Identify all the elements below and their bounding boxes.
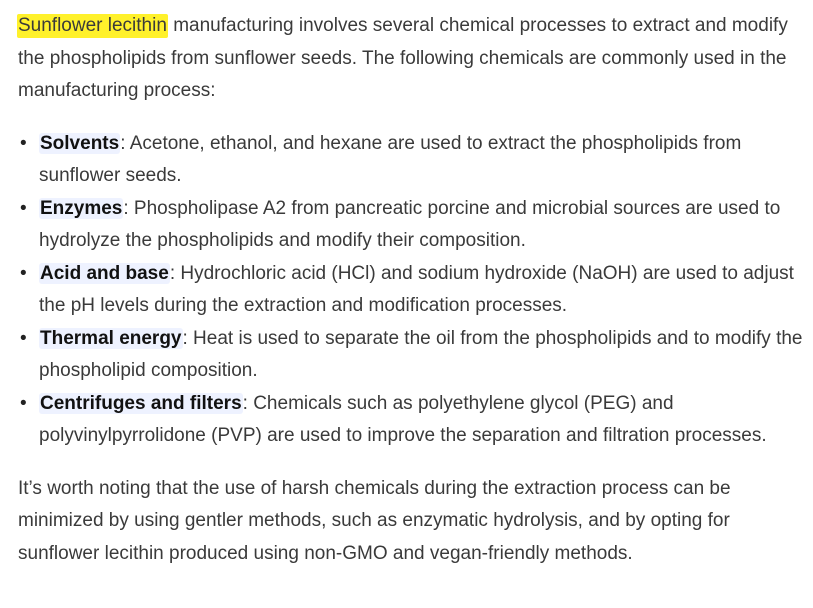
bullet-icon: • [20,262,27,284]
bullet-icon: • [20,392,27,414]
term-acid-and-base[interactable]: Acid and base [40,262,169,284]
item-description: : Phospholipase A2 from pancreatic porcine and microbial sources are used to hydrolyze the phospholipids and modify their composition. [39,197,781,251]
item-description: : Heat is used to separate the oil from the phospholipids and to modify the phospholipid composition. [39,327,803,381]
term-solvents[interactable]: Solvents [40,132,120,154]
item-description: : Hydrochloric acid (HCl) and sodium hydroxide (NaOH) are used to adjust the pH levels during the extraction and modification processes. [39,262,794,316]
term-thermal-energy[interactable]: Thermal energy [40,327,182,349]
list-item-centrifuges-and-filters [18,388,803,453]
bullet-icon: • [20,327,27,349]
intro-text: manufacturing involves several chemical processes to extract and modify the phospholipids from sunflower seeds. The following chemicals are commonly used in the manufacturing process: [18,15,788,101]
highlighted-text[interactable]: Sunflower lecithin [18,15,167,36]
list-item-thermal-energy [18,323,803,388]
list-item-solvents [18,128,803,193]
item-description: : Acetone, ethanol, and hexane are used to extract the phospholipids from sunflower seeds. [39,132,742,186]
item-description: : Chemicals such as polyethylene glycol (PEG) and polyvinylpyrrolidone (PVP) are used to improve the separation and filtration processes. [39,392,767,446]
list-item-enzymes [18,193,803,258]
term-enzymes[interactable]: Enzymes [40,197,123,219]
intro-paragraph [18,10,803,108]
list-item-acid-and-base [18,258,803,323]
bullet-icon: • [20,132,27,154]
closing-paragraph: It’s worth noting that the use of harsh chemicals during the extraction process can be minimized by using gentler methods, such as enzymatic hydrolysis, and by opting for sunflower lecithin produced using non-GMO and vegan-friendly methods. [18,477,731,564]
chemical-list [18,128,803,453]
bullet-icon: • [20,197,27,219]
term-centrifuges-and-filters[interactable]: Centrifuges and filters [40,392,242,414]
